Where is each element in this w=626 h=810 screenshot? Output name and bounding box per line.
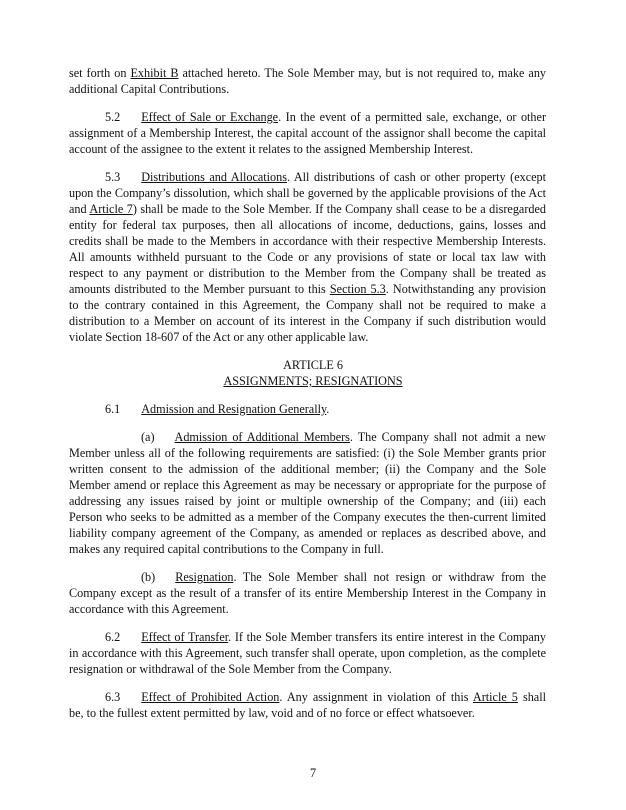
text-line: Member amend or replace this Agreement as may be necessary or appropriate for the purpose of — [69, 478, 546, 492]
text-line: account of the assignee to the extent it relates to the assigned Membership Interest. — [69, 142, 474, 156]
text-line: upon the Company’s dissolution, which shall be governed by the applicable provisions of the Act — [69, 186, 546, 200]
text-line: violate Section 18-607 of the Act or any other applicable law. — [69, 330, 369, 344]
page-number: 7 — [309, 766, 317, 780]
section-6-2-heading: 6.2 Effect of Transfer. If the Sole Member transfers its entire interest in the Company — [105, 630, 546, 644]
text-line: Person who seeks to be admitted as a member of the Company executes the then-current limited — [69, 510, 546, 524]
subsection-a-heading: (a) Admission of Additional Members. The Company shall not admit a new — [141, 430, 546, 444]
section-5-3-heading: 5.3 Distributions and Allocations. All distributions of cash or other property (except — [105, 170, 547, 184]
article-number: ARTICLE 6 — [283, 358, 343, 372]
text-line: addressing any issues raised by joint or multiple ownership of the Company; and (iii) each — [69, 494, 546, 508]
text-line: in accordance with this Agreement, such transfer shall operate, upon completion, as the complete — [69, 646, 546, 660]
text-line: entity for federal tax purposes, then all allocations of income, deductions, gains, losses and — [69, 218, 546, 232]
text-line: distribution to a Member on account of its interest in the Company if such distribution would — [69, 314, 546, 328]
section-5-2-heading: 5.2 Effect of Sale or Exchange. In the event of a permitted sale, exchange, or other — [105, 110, 546, 124]
text-line: amounts distributed to the Member pursuant to this Section 5.3. Notwithstanding any provision — [69, 282, 546, 296]
text-line: respect to any payment or distribution to the Member from the Company shall be treated as — [69, 266, 546, 280]
text-line: written consent to the admission of the additional member; (ii) the Company and the Sole — [69, 462, 546, 476]
text-line: Company except as the result of a transfer of its entire Membership Interest in the Company in — [69, 586, 546, 600]
text-line: resignation or withdrawal of the Sole Member from the Company. — [69, 662, 392, 676]
section-6-1-heading: 6.1 Admission and Resignation Generally. — [105, 402, 330, 416]
section-6-3-heading: 6.3 Effect of Prohibited Action. Any assignment in violation of this Article 5 shall — [105, 690, 546, 704]
text-line: accordance with this Agreement. — [69, 602, 229, 616]
article-reference: Article 5 — [472, 690, 518, 704]
text-line: liability company agreement of the Company, as amended or replaces as described above, and — [69, 526, 546, 540]
text-line: makes any required capital contributions to the Company in full. — [69, 542, 384, 556]
subsection-b-heading: (b) Resignation. The Sole Member shall not resign or withdraw from the — [141, 570, 546, 584]
text-line: to the contrary contained in this Agreement, the Company shall not be required to make a — [69, 298, 546, 312]
text-line: additional Capital Contributions. — [69, 82, 230, 96]
text-line: set forth on Exhibit B attached hereto. The Sole Member may, but is not required to, make any — [69, 66, 547, 80]
article-title: ASSIGNMENTS; RESIGNATIONS — [223, 374, 403, 388]
text-line: and Article 7) shall be made to the Sole Member. If the Company shall cease to be a disregarded — [69, 202, 546, 216]
article-reference: Article 7 — [89, 202, 133, 216]
text-line: Member unless all of the following requirements are satisfied: (i) the Sole Member grants prior — [69, 446, 546, 460]
section-reference: Section 5.3 — [329, 282, 386, 296]
text-line: credits shall be made to the Members in accordance with their respective Membership Interests. — [69, 234, 546, 248]
text-line: assignment of a Membership Interest, the capital account of the assignor shall become the capital — [69, 126, 546, 140]
text-line: be, to the fullest extent permitted by law, void and of no force or effect whatsoever. — [69, 706, 475, 720]
text-line: All amounts withheld pursuant to the Code or any provisions of state or local tax law with — [69, 250, 546, 264]
exhibit-reference: Exhibit B — [130, 66, 179, 80]
